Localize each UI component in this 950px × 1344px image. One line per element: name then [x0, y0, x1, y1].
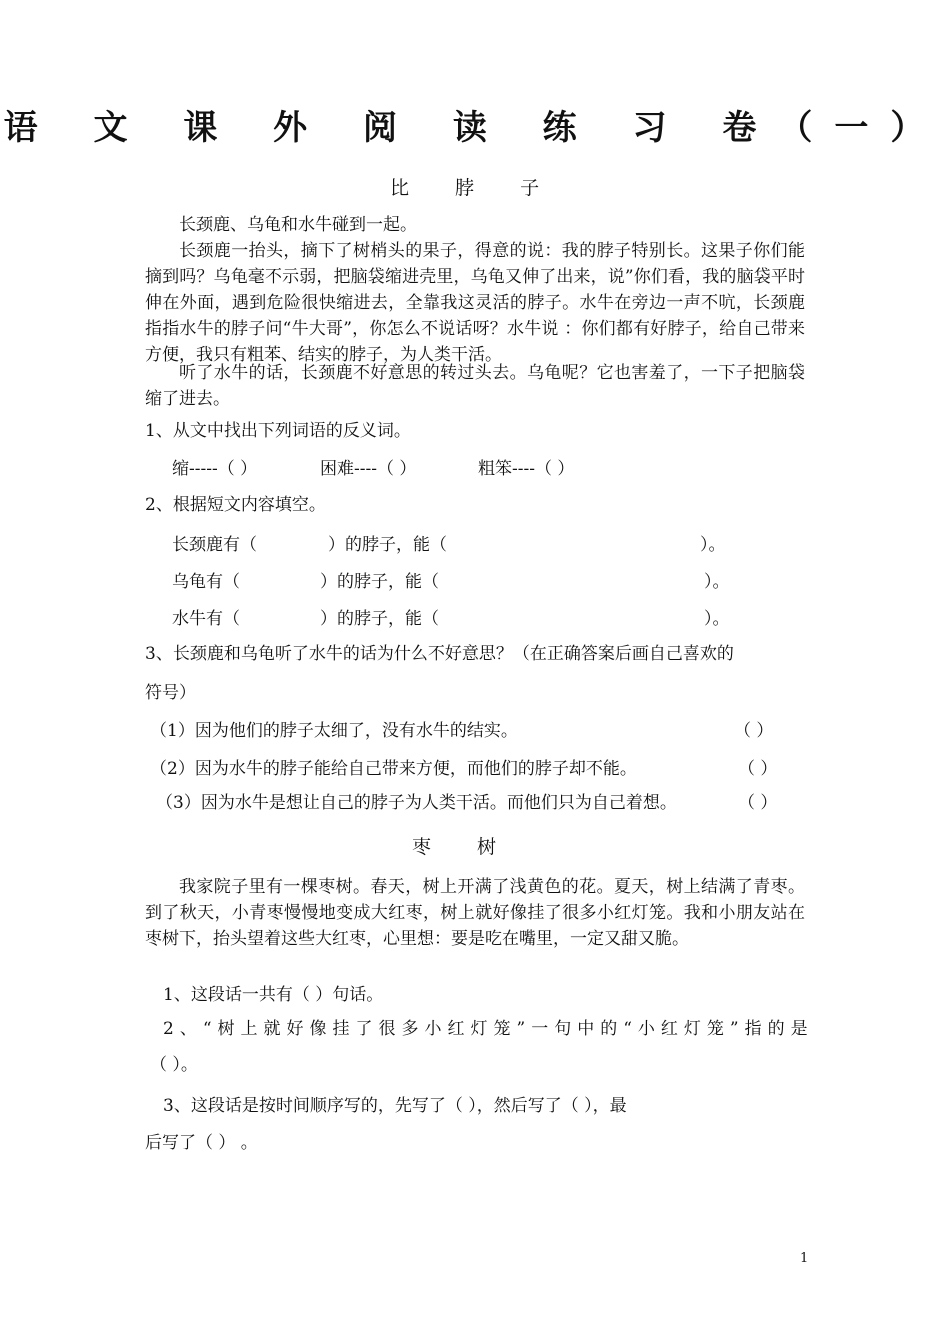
- story1-paragraph-3: 听了水牛的话，长颈鹿不好意思的转过头去。乌龟呢？它也害羞了，一下子把脑袋缩了进去。: [145, 363, 805, 409]
- antonym-item-3[interactable]: 粗笨----（ ）: [478, 459, 575, 479]
- fill-line-2-b[interactable]: ）的脖子，能（: [320, 572, 439, 592]
- page-title: 语 文 课 外 阅 读 练 习 卷（一）: [3, 108, 947, 148]
- fill-line-3-b[interactable]: ）的脖子，能（: [320, 609, 439, 629]
- fill-line-1-a: 长颈鹿有（: [172, 535, 257, 555]
- fill-line-2-c[interactable]: ）。: [704, 572, 730, 592]
- story1-question-1: 1、从文中找出下列词语的反义词。: [145, 421, 411, 441]
- option-3-answer-blank[interactable]: （ ）: [738, 793, 778, 813]
- story2-question-3-line-2[interactable]: 后写了（ ） 。: [145, 1133, 258, 1153]
- story1-question-2: 2、根据短文内容填空。: [145, 495, 326, 515]
- story1-question-3-line-1: 3、长颈鹿和乌龟听了水牛的话为什么不好意思？（在正确答案后画自己喜欢的: [145, 644, 734, 664]
- story2-question-3-line-1[interactable]: 3、这段话是按时间顺序写的，先写了（ ），然后写了（ ），最: [163, 1096, 627, 1116]
- option-1-text: （1）因为他们的脖子太细了，没有水牛的结实。: [150, 721, 518, 741]
- option-2-text: （2）因为水牛的脖子能给自己带来方便，而他们的脖子却不能。: [150, 759, 637, 779]
- story-heading-bi-bozi: 比 脖 子: [390, 177, 560, 199]
- option-3-text: （3）因为水牛是想让自己的脖子为人类干活。而他们只为自己着想。: [156, 793, 677, 813]
- story2-question-2-answer-blank[interactable]: （ ）。: [150, 1055, 198, 1075]
- story1-paragraph-1: 长颈鹿、乌龟和水牛碰到一起。: [179, 215, 417, 235]
- option-2-answer-blank[interactable]: （ ）: [738, 759, 778, 779]
- story1-paragraph-2: 长颈鹿一抬头，摘下了树梢头的果子，得意的说：我的脖子特别长。这果子你们能摘到吗？乌龟毫不示弱，把脑袋缩进壳里，乌龟又伸了出来，说”你们看，我的脑袋平时伸在外面，遇到危险很快缩进去，全靠我这灵活的脖子。水牛在旁边一声不吭，长颈鹿指指水牛的脖子问“牛大哥”，你怎么不说话呀？水牛说 ：你们都有好脖子，给自己带来方便，我只有粗苯、结实的脖子，为人类干活。: [145, 241, 805, 365]
- story-heading-zaoshu: 枣 树: [412, 836, 517, 858]
- fill-line-1-c[interactable]: ）。: [700, 535, 726, 555]
- story2-question-2-line-1: 2、“树上就好像挂了很多小红灯笼”一句中的“小红灯笼”指的是: [163, 1019, 814, 1039]
- antonym-item-1[interactable]: 缩-----（ ）: [172, 459, 258, 479]
- page-number: 1: [800, 1251, 809, 1266]
- story1-question-3-line-2: 符号）: [145, 683, 196, 703]
- story2-paragraph-1: 我家院子里有一棵枣树。春天，树上开满了浅黄色的花。夏天，树上结满了青枣。到了秋天，小青枣慢慢地变成大红枣，树上就好像挂了很多小红灯笼。我和小朋友站在枣树下，抬头望着这些大红枣，心里想：要是吃在嘴里，一定又甜又脆。: [145, 877, 805, 949]
- fill-line-3-a: 水牛有（: [172, 609, 240, 629]
- fill-line-2-a: 乌龟有（: [172, 572, 240, 592]
- fill-line-1-b[interactable]: ）的脖子，能（: [328, 535, 447, 555]
- story2-question-1[interactable]: 1、这段话一共有（ ）句话。: [163, 985, 384, 1005]
- fill-line-3-c[interactable]: ）。: [704, 609, 730, 629]
- antonym-item-2[interactable]: 困难----（ ）: [320, 459, 417, 479]
- option-1-answer-blank[interactable]: （ ）: [734, 721, 774, 741]
